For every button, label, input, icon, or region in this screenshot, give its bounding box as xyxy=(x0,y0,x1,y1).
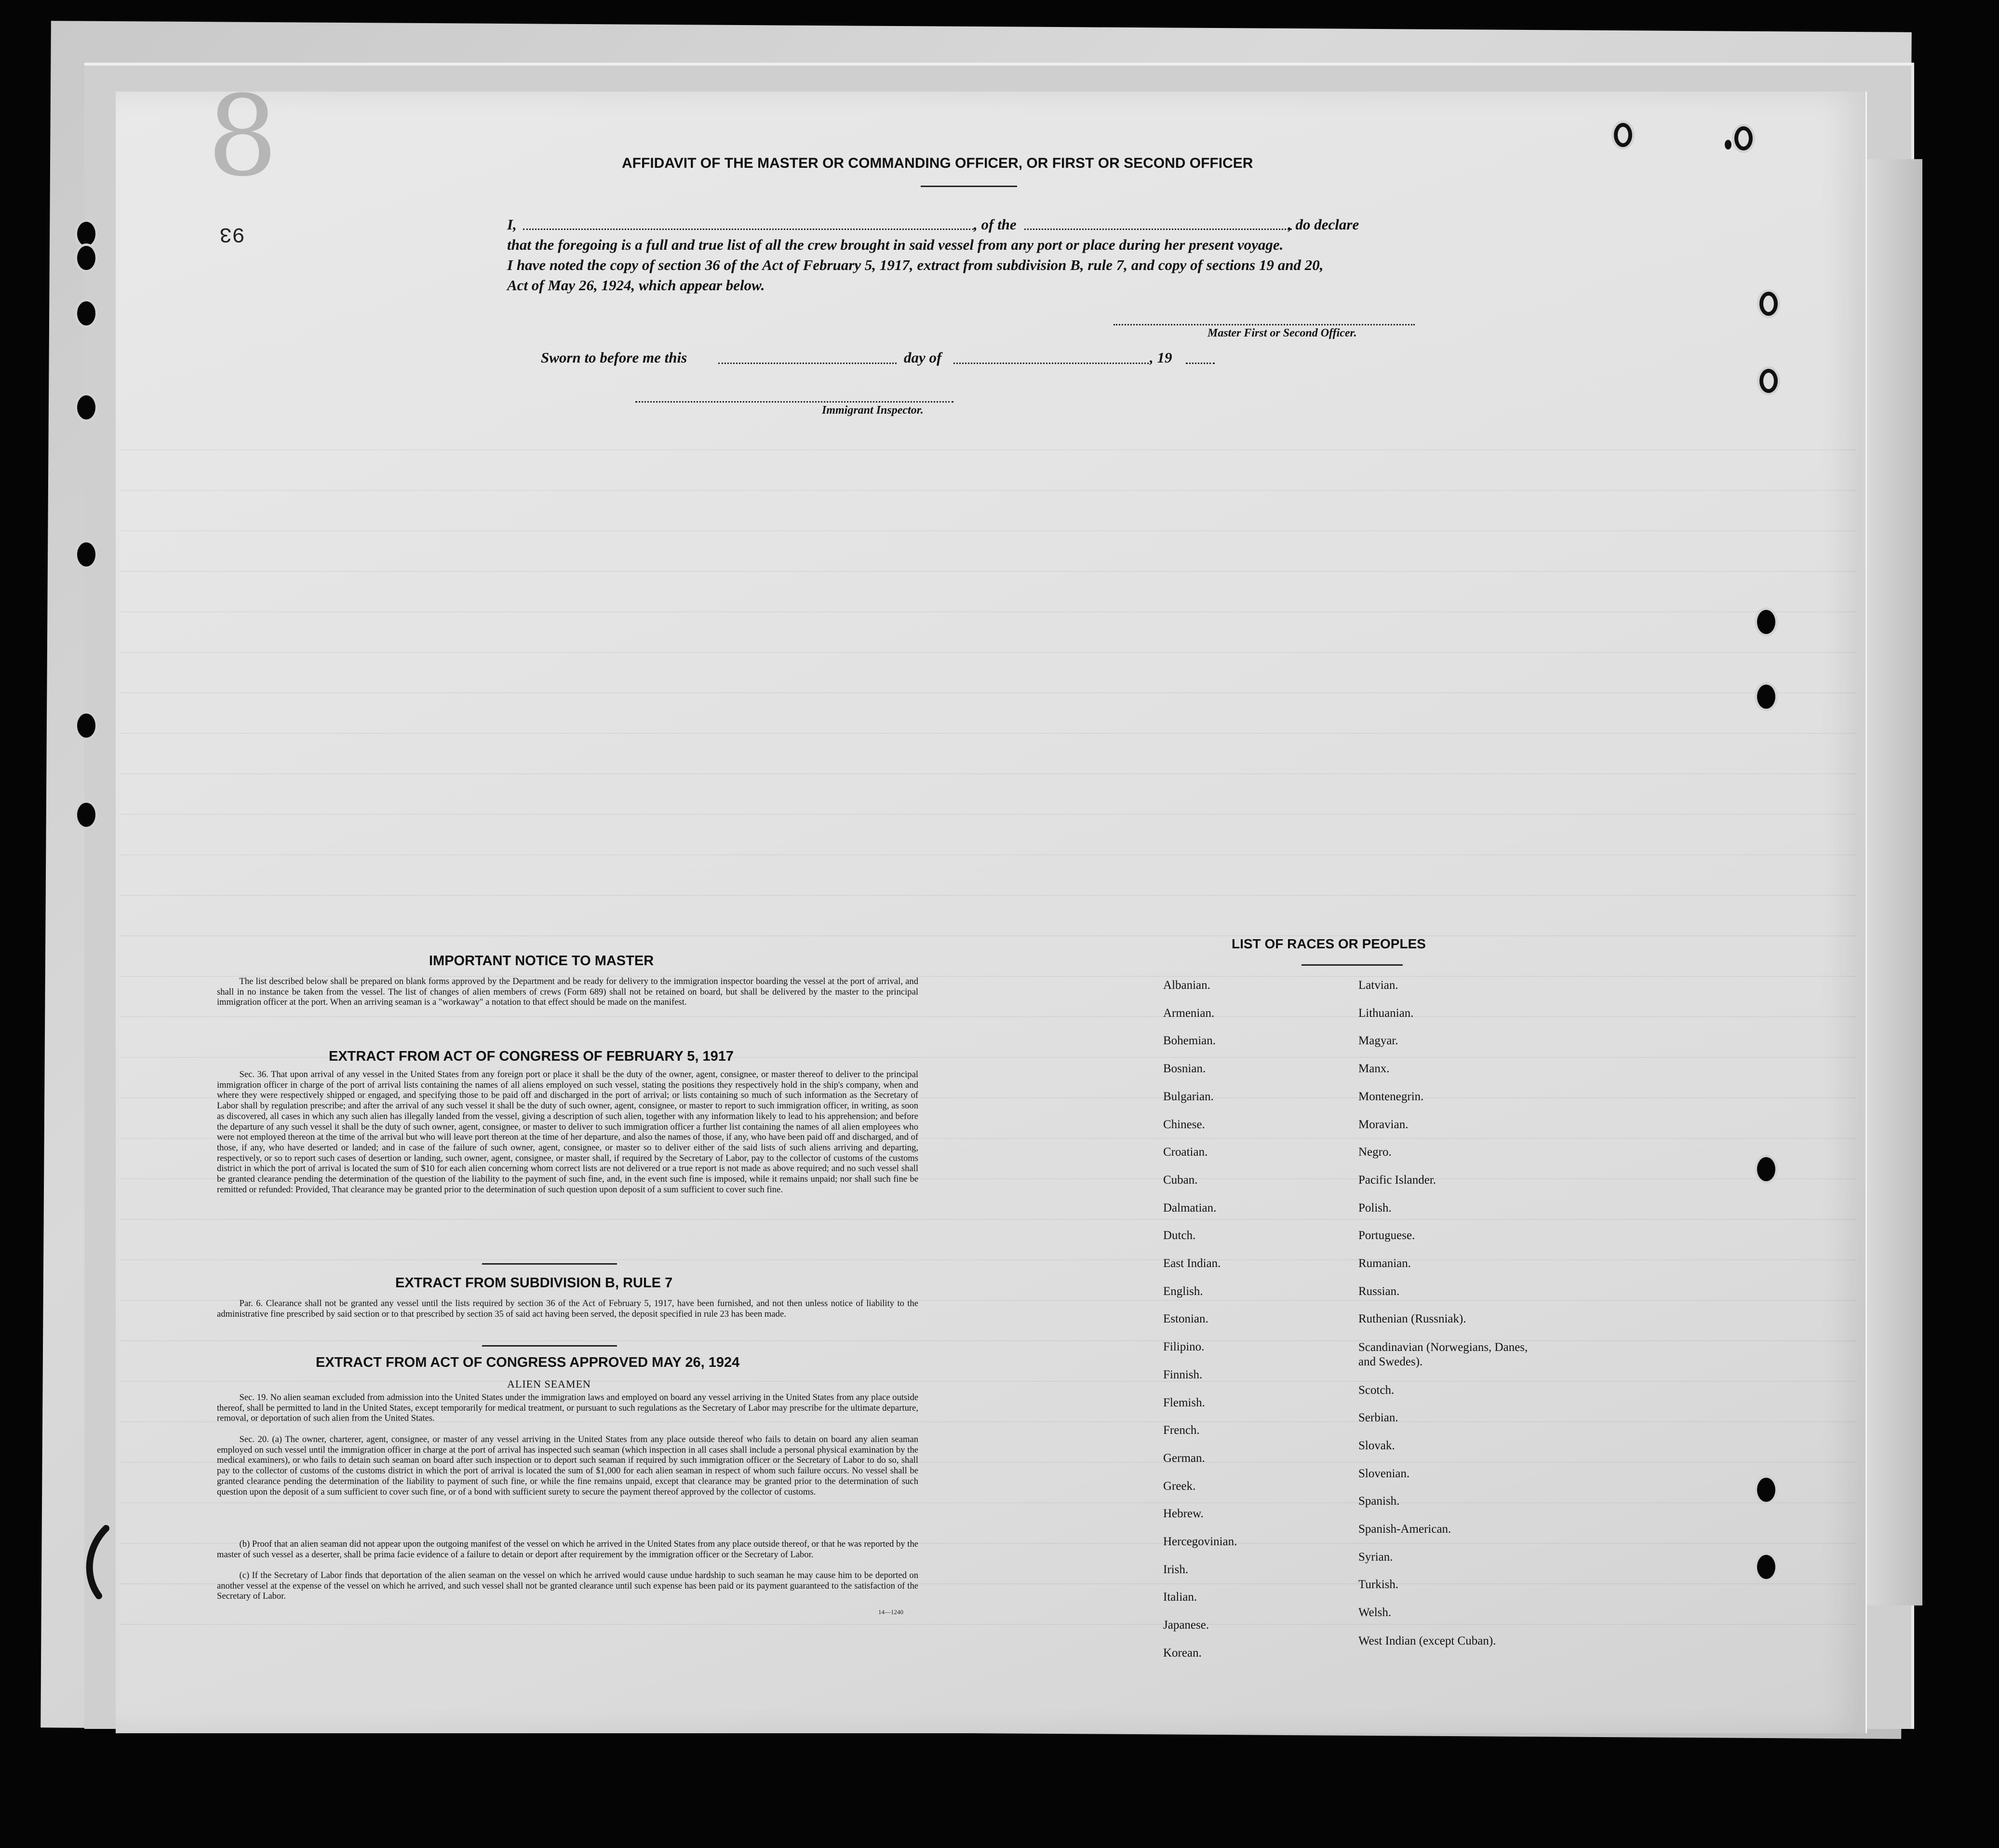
race-item: Spanish. xyxy=(1358,1495,1400,1508)
race-item: Slovenian. xyxy=(1358,1467,1410,1480)
binder-hole xyxy=(1614,123,1632,147)
sworn-before-label: Sworn to before me this xyxy=(541,349,687,366)
binder-hole xyxy=(1757,1478,1775,1502)
race-item: Welsh. xyxy=(1358,1606,1392,1619)
extract-1924-sec19: Sec. 19. No alien seaman excluded from admission into the United States under the immigration laws and employed on board any vessel arriving in the United States from any place outside thereof, shall be permitted to land in the United States, except temporarily for medical treatment, or pursuant to such regulations as the Secretary of Labor may prescribe for the ultimate departure, removal, or deportation of such alien from the United States. xyxy=(217,1392,918,1424)
affidavit-i-label: I, xyxy=(507,216,517,233)
bleed-through-row xyxy=(121,894,1856,896)
race-item: Bosnian. xyxy=(1163,1062,1206,1076)
race-item: Ruthenian (Russniak). xyxy=(1358,1312,1466,1326)
race-item: Korean. xyxy=(1163,1646,1202,1659)
extract-1917-text: Sec. 36. That upon arrival of any vessel in the United States from any foreign port or place it shall be the duty of the owner, agent, consignee, or master thereof to deliver to the principal immigration officer in charge of the port of arrival lists containing the names of all aliens employed on such vessel, stating the positions they respectively hold in the ship's company, when and where they were respectively shipped or engaged, and specifying those to be paid off and discharged in the port of arrival; or lists containing so much of such information as the Secretary of Labor shall by regulation prescribe; and after the arrival of any such vessel it shall be the duty of such owner, agent, consignee, or master to report to such immigration officer, in writing, as soon as discovered, all cases in which any such alien has illegally landed from the vessel, giving a description of such alien, together with any information likely to lead to his apprehension; and before the departure of any such vessel it shall be the duty of such owner, agent, consignee, or master to deliver to such immigration officer a further list containing the names of all alien employees who were not employed thereon at the time of the arrival but who will leave port thereon at the time of her departure, and also the names of those, if any, who have been paid off and discharged, and of those, if any, who have deserted or landed; and in case of the failure of such owner, agent, consignee, or master so to deliver either of the said lists of such aliens arriving and departing, respectively, or so to report such cases of desertion or landing, such owner, agent, consignee, or master shall, if required by the Secretary of Labor, pay to the collector of customs of the customs district in which the port of arrival is located the sum of $10 for each alien concerning whom correct lists are not delivered or a true report is not made as above required; and no such vessel shall be granted clearance pending the determination of the question of the liability to the payment of such fine, and, in the event such fine is imposed, while it remains unpaid; nor shall such fine be remitted or refunded: Provided, That clearance may be granted prior to the determination of such question upon deposit of a sum sufficient to cover such fine. xyxy=(217,1069,918,1195)
handwritten-margin-stroke xyxy=(77,1524,121,1601)
binder-hole xyxy=(77,714,95,738)
race-item: English. xyxy=(1163,1284,1203,1298)
inspector-caption: Immigrant Inspector. xyxy=(822,404,924,417)
bleed-through-row xyxy=(121,651,1856,653)
race-item: East Indian. xyxy=(1163,1257,1221,1270)
race-item: Negro. xyxy=(1358,1146,1392,1159)
binder-hole xyxy=(1757,610,1775,634)
race-item: West Indian (except Cuban). xyxy=(1358,1634,1496,1647)
race-item: Filipino. xyxy=(1163,1340,1205,1354)
race-item: Pacific Islander. xyxy=(1358,1173,1436,1187)
binder-hole xyxy=(1734,126,1753,150)
races-rule xyxy=(1301,964,1403,966)
extract-1917-title: EXTRACT FROM ACT OF CONGRESS OF FEBRUARY 5, 1917 xyxy=(329,1049,734,1064)
bleed-through-row xyxy=(121,1501,1856,1503)
extract-rule7-text: Par. 6. Clearance shall not be granted any vessel until the lists required by section 36 of the Act of February 5, 1917, have been furnished, and not then unless notice of liability to the administrative fine prescribed by said section or to that prescribed by section 35 of said act having been served, the deposit specified in rule 23 has been made. xyxy=(217,1298,918,1319)
binder-hole xyxy=(1757,1555,1775,1579)
affidavit-line-3: I have noted the copy of section 36 of the Act of February 5, 1917, extract from subdivision B, rule 7, and copy of sections 19 and 20, xyxy=(507,256,1324,273)
affidavit-line-2: that the foregoing is a full and true list of all the crew brought in said vessel from any port or place during her present voyage. xyxy=(507,236,1284,253)
race-item: German. xyxy=(1163,1451,1205,1465)
bleed-through-row xyxy=(121,934,1856,936)
extract-1924-sec20c: (c) If the Secretary of Labor finds that deportation of the alien seaman on the vessel on which he arrived would cause undue hardship to such seaman he may cause him to be deported on another vessel at the expense of the vessel on which he arrived, and such vessel shall not be granted clearance until such expense has been paid or its payment guaranteed to the satisfaction of the Secretary of Labor. xyxy=(217,1570,918,1602)
bleed-through-row xyxy=(121,853,1856,855)
ink-number: 93 xyxy=(219,222,245,246)
race-item: Bohemian. xyxy=(1163,1034,1216,1048)
inspector-signature-field[interactable] xyxy=(635,401,953,403)
race-item: Latvian. xyxy=(1358,979,1398,992)
notice-text: The list described below shall be prepared on blank forms approved by the Department and be ready for delivery to the immigration inspector boarding the vessel at the port of arrival, and shall in no instance be taken from the vessel. The list of changes of alien members of crews (Form 689) shall not be retained on board, but shall be delivered by the master to the principal immigration officer at the port. When an arriving seaman is a "workaway" a notation to that effect should be made on the manifest. xyxy=(217,976,918,1008)
race-item: Slovak. xyxy=(1358,1439,1395,1452)
form-number: 14—1240 xyxy=(878,1608,903,1616)
bleed-through-row xyxy=(121,529,1856,531)
binder-hole xyxy=(77,246,95,270)
race-item: Armenian. xyxy=(1163,1006,1215,1020)
binder-hole xyxy=(77,395,95,419)
binder-hole xyxy=(1757,1157,1775,1181)
race-item: Japanese. xyxy=(1163,1619,1209,1632)
binder-hole xyxy=(77,222,95,246)
race-item: Rumanian. xyxy=(1358,1257,1411,1270)
race-item: Bulgarian. xyxy=(1163,1090,1214,1103)
binder-hole xyxy=(77,542,95,567)
binder-hole xyxy=(77,803,95,827)
section-rule xyxy=(482,1263,617,1265)
day-of-label: day of xyxy=(904,349,942,366)
race-item: Flemish. xyxy=(1163,1396,1205,1409)
race-item: Serbian. xyxy=(1358,1411,1398,1425)
race-item: Dutch. xyxy=(1163,1229,1196,1242)
affidavit-title: AFFIDAVIT OF THE MASTER OR COMMANDING OFFICER, OR FIRST OR SECOND OFFICER xyxy=(622,155,1253,171)
sworn-month-field[interactable] xyxy=(953,363,1149,364)
race-item: Italian. xyxy=(1163,1591,1197,1604)
bleed-through-row xyxy=(121,570,1856,572)
master-signature-field[interactable] xyxy=(1114,324,1415,325)
bleed-through-row xyxy=(121,772,1856,774)
bleed-through-row xyxy=(121,1623,1856,1625)
binder-hole xyxy=(1759,369,1778,393)
ink-mark xyxy=(1725,140,1731,149)
race-item: Syrian. xyxy=(1358,1550,1393,1564)
bleed-through-row xyxy=(121,1380,1856,1382)
bleed-through-row xyxy=(121,1339,1856,1341)
race-item: Greek. xyxy=(1163,1479,1196,1493)
race-item: Albanian. xyxy=(1163,979,1210,992)
officer-name-field[interactable] xyxy=(523,229,974,230)
race-item: Estonian. xyxy=(1163,1312,1208,1326)
binder-hole xyxy=(1759,292,1778,316)
bleed-through-row xyxy=(121,448,1856,450)
sworn-year-field[interactable] xyxy=(1186,363,1215,364)
bleed-through-row xyxy=(121,1015,1856,1017)
races-title: LIST OF RACES OR PEOPLES xyxy=(1232,936,1426,951)
affidavit-of-the-label: , of the xyxy=(974,216,1017,233)
bleed-through-row xyxy=(121,732,1856,734)
race-item: Polish. xyxy=(1358,1201,1392,1214)
affidavit-line-4: Act of May 26, 1924, which appear below. xyxy=(507,277,765,294)
year-prefix-label: , 19 xyxy=(1150,349,1172,366)
race-item: Chinese. xyxy=(1163,1118,1205,1131)
bleed-through-row xyxy=(121,813,1856,815)
sheet-number: 8 xyxy=(207,72,278,201)
race-item: Moravian. xyxy=(1358,1118,1409,1131)
race-item: French. xyxy=(1163,1424,1200,1437)
bleed-through-row xyxy=(121,489,1856,491)
race-item: Irish. xyxy=(1163,1563,1189,1576)
extract-1924-title: EXTRACT FROM ACT OF CONGRESS APPROVED MAY 26, 1924 xyxy=(316,1355,740,1370)
binder-hole xyxy=(77,301,95,325)
binder-hole xyxy=(1757,685,1775,709)
extract-1924-sec20b: (b) Proof that an alien seaman did not appear upon the outgoing manifest of the vessel on which he arrived in the United States from any place outside thereof, or that he was reported by the master of such vessel as a deserter, shall be prima facie evidence of a failure to detain or deport after requirement by the immigration officer or the Secretary of Labor. xyxy=(217,1539,918,1560)
race-item: Montenegrin. xyxy=(1358,1090,1424,1103)
race-item: Lithuanian. xyxy=(1358,1006,1414,1020)
extract-rule7-title: EXTRACT FROM SUBDIVISION B, RULE 7 xyxy=(395,1275,673,1291)
race-item: Russian. xyxy=(1358,1284,1400,1298)
title-rule xyxy=(921,186,1017,187)
race-item: Scotch. xyxy=(1358,1383,1395,1397)
race-item: Croatian. xyxy=(1163,1146,1208,1159)
alien-seamen-subtitle: ALIEN SEAMEN xyxy=(507,1378,591,1390)
race-item: Spanish-American. xyxy=(1358,1523,1451,1536)
race-item: Turkish. xyxy=(1358,1578,1399,1592)
bleed-through-row xyxy=(121,610,1856,612)
bleed-through-row xyxy=(121,691,1856,693)
bleed-through-row xyxy=(121,1218,1856,1220)
master-caption: Master First or Second Officer. xyxy=(1207,327,1357,339)
race-item: Cuban. xyxy=(1163,1173,1198,1187)
affidavit-declare-label: , do declare xyxy=(1288,216,1359,233)
race-item: Manx. xyxy=(1358,1062,1390,1076)
sworn-day-field[interactable] xyxy=(718,363,897,364)
race-item: Hebrew. xyxy=(1163,1507,1204,1521)
race-item: Magyar. xyxy=(1358,1034,1398,1048)
extract-1924-sec20a: Sec. 20. (a) The owner, charterer, agent, consignee, or master of any vessel arriving in the United States from any place outside thereof who fails to detain on board any alien seaman employed on such vessel until the immigration officer in charge at the port of arrival has inspected such seaman (which inspection in all cases shall include a personal physical examination by the medical examiners), or who fails to detain such seaman on board after such inspection or to deport such seaman if required by such immigration officer or the Secretary of Labor to do so, shall pay to the collector of customs of the customs district in which the port of arrival is located the sum of $1,000 for each alien seaman in respect of whom such failure occurs. No vessel shall be granted clearance pending the determination of the liability to payment of such fine, or while the fine remains unpaid, except that clearance may be granted prior to the determination of such question upon the deposit of a sum sufficient to cover such fine, or of a bond with sufficient surety to secure the payment thereof approved by the collector of customs. xyxy=(217,1434,918,1497)
race-item: Scandinavian (Norwegians, Danes, and Swedes). xyxy=(1358,1341,1528,1369)
race-item: Portuguese. xyxy=(1358,1229,1415,1242)
race-item: Finnish. xyxy=(1163,1368,1203,1381)
section-rule xyxy=(482,1345,617,1347)
race-item: Dalmatian. xyxy=(1163,1201,1217,1214)
notice-title: IMPORTANT NOTICE TO MASTER xyxy=(429,953,654,969)
vessel-name-field[interactable] xyxy=(1024,229,1292,230)
underlying-sheet-edge xyxy=(1865,159,1922,1605)
race-item: Hercegovinian. xyxy=(1163,1535,1237,1548)
bleed-through-row xyxy=(121,1258,1856,1260)
